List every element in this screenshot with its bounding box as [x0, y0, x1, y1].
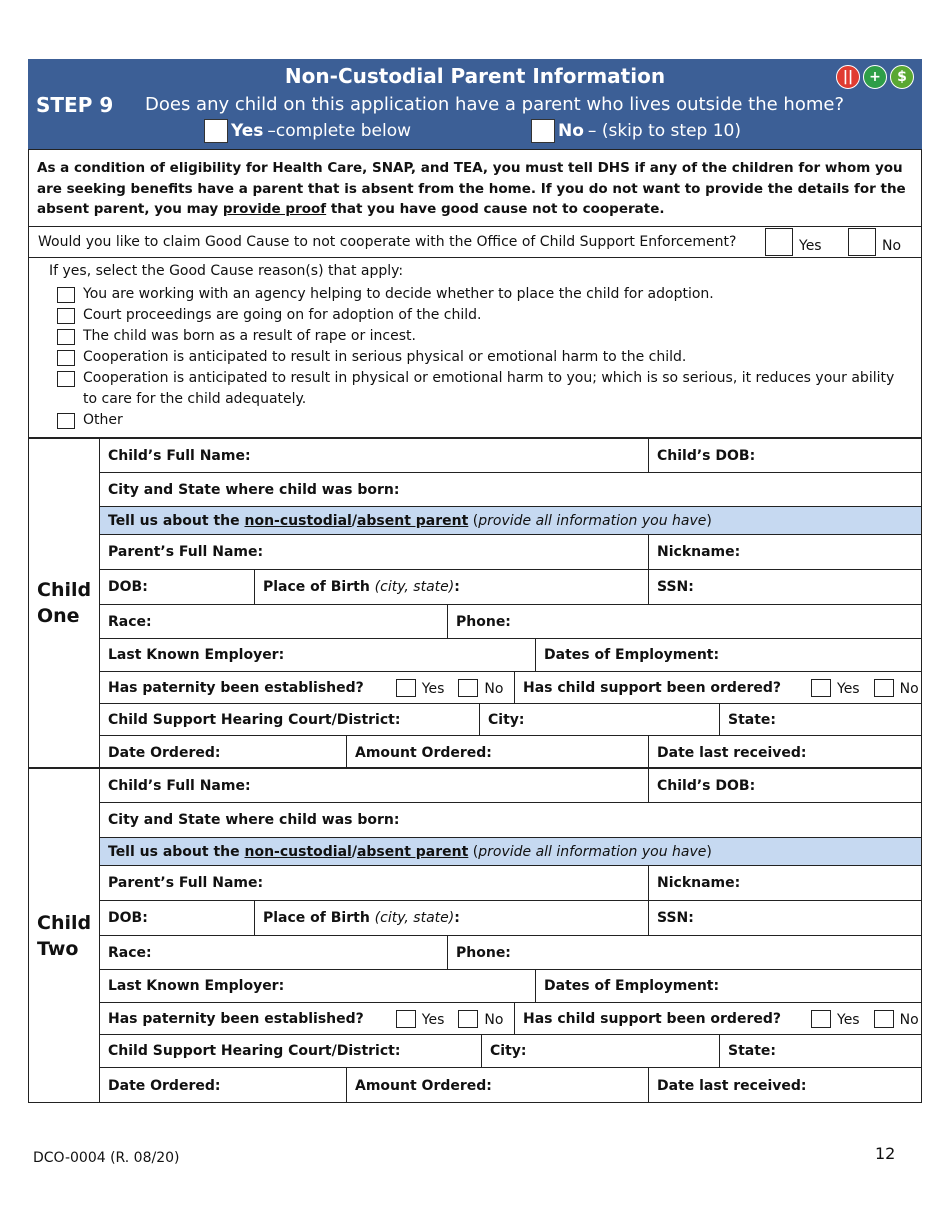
form-row: [100, 736, 921, 769]
notice-text-end: that you have good cause not to cooperate.: [326, 201, 665, 217]
ssn-field[interactable]: [648, 570, 921, 604]
field-label: Dates of Employment:: [544, 647, 720, 663]
support-no[interactable]: [874, 1010, 919, 1028]
parent-dob-field[interactable]: [100, 901, 254, 935]
field-label: Parent’s Full Name:: [108, 875, 264, 891]
date-ordered-field[interactable]: [100, 736, 346, 769]
field-label: Amount Ordered:: [355, 1077, 492, 1094]
phone-field[interactable]: [447, 936, 921, 969]
date-last-received-field[interactable]: [648, 736, 921, 769]
nickname-field[interactable]: [648, 535, 921, 569]
reason-label: Cooperation is anticipated to result in physical or emotional harm to you; which is so serious, it reduces your ability to care for the child adequately.: [83, 370, 895, 407]
dates-employment-field[interactable]: [535, 970, 921, 1002]
field-label: Race:: [108, 944, 152, 961]
support-ordered-question: [514, 672, 921, 703]
court-state-field[interactable]: [719, 704, 921, 735]
support-yes-checkbox[interactable]: [811, 1010, 831, 1028]
date-ordered-field[interactable]: [100, 1068, 346, 1103]
support-yes-checkbox[interactable]: [811, 679, 831, 697]
heading-slash: /: [351, 512, 357, 529]
support-no-checkbox[interactable]: [874, 1010, 894, 1028]
child-two-label: [29, 769, 100, 1102]
form-row: [100, 473, 921, 507]
child-label-line1: Child: [37, 579, 92, 601]
heading-paren-close: ): [706, 512, 712, 529]
reason-item[interactable]: [57, 305, 482, 326]
good-cause-no-label: No: [882, 238, 902, 254]
nickname-field[interactable]: [648, 866, 921, 900]
reason-checkbox[interactable]: [57, 287, 75, 303]
field-label: Date last received:: [657, 744, 807, 761]
field-label: Nickname:: [657, 544, 741, 560]
court-state-field[interactable]: [719, 1035, 921, 1067]
place-of-birth-field[interactable]: [254, 570, 648, 604]
parents-full-name-field[interactable]: [100, 866, 648, 900]
child-label-line2: One: [37, 605, 80, 627]
field-label: Has child support been ordered?: [523, 679, 781, 696]
field-label: SSN:: [657, 910, 694, 926]
good-cause-question: Would you like to claim Good Cause to not cooperate with the Office of Child Support Enforcement?: [38, 234, 737, 250]
tea-icon: $: [890, 65, 914, 89]
form-row: [100, 570, 921, 605]
childs-dob-field[interactable]: [648, 769, 921, 802]
paternity-no-checkbox[interactable]: [458, 679, 478, 697]
child-label-line2: Two: [37, 937, 79, 960]
heading-hint: provide all information you have: [478, 843, 707, 860]
dates-employment-field[interactable]: [535, 639, 921, 671]
notice-text: As a condition of eligibility for Health Care, SNAP, and TEA, you must tell DHS if any of the children for whom you are seeking benefits have a parent that is absent from the home. If you do not want to provide the details for the absent parent, you may: [37, 160, 906, 217]
heading-absent-parent: absent parent: [356, 512, 469, 529]
field-label: Nickname:: [657, 875, 741, 891]
form-row: [100, 639, 921, 672]
good-cause-no[interactable]: [848, 228, 901, 256]
program-icons: [833, 65, 914, 89]
no-checkbox[interactable]: [531, 119, 555, 143]
race-field[interactable]: [100, 605, 447, 638]
heading-paren: (: [468, 512, 479, 529]
field-label: DOB:: [108, 579, 148, 595]
no-label: No: [484, 1011, 504, 1028]
field-label: Amount Ordered:: [355, 744, 492, 761]
field-label: Last Known Employer:: [108, 647, 285, 663]
step-header: [28, 59, 922, 149]
good-cause-yes-label: Yes: [799, 238, 822, 254]
form-row: [100, 439, 921, 473]
field-label: Parent’s Full Name:: [108, 544, 264, 560]
no-text: – (skip to step 10): [587, 121, 741, 141]
reason-item[interactable]: [57, 326, 416, 347]
amount-ordered-field[interactable]: [346, 1068, 648, 1103]
paternity-yes-checkbox[interactable]: [396, 679, 416, 697]
heading-paren: (: [468, 843, 479, 860]
yes-label: Yes: [421, 680, 445, 697]
heading-prefix: Tell us about the: [108, 843, 245, 860]
yes-checkbox[interactable]: [204, 119, 228, 143]
field-label: Phone:: [456, 944, 511, 961]
form-row: [100, 1003, 921, 1035]
child-one-section: [28, 437, 922, 768]
field-label: Child Support Hearing Court/District:: [108, 711, 401, 728]
step-question: Does any child on this application have a parent who lives outside the home?: [145, 94, 845, 115]
paternity-no-checkbox[interactable]: [458, 1010, 478, 1028]
reason-label: Cooperation is anticipated to result in serious physical or emotional harm to the child.: [83, 349, 687, 365]
absent-parent-heading-text: [100, 507, 921, 534]
field-label: Date last received:: [657, 1077, 807, 1094]
reason-item[interactable]: [57, 368, 907, 410]
reasons-intro: If yes, select the Good Cause reason(s) that apply:: [49, 263, 404, 279]
absent-parent-heading: [100, 838, 921, 866]
field-label: Phone:: [456, 613, 511, 630]
reason-checkbox[interactable]: [57, 329, 75, 345]
field-label: Has paternity been established?: [108, 1010, 364, 1027]
yes-text: –complete below: [267, 121, 411, 141]
good-cause-reasons: [28, 257, 922, 439]
field-hint: (city, state): [374, 579, 455, 595]
parent-dob-field[interactable]: [100, 570, 254, 604]
reason-label: The child was born as a result of rape or incest.: [83, 328, 416, 344]
child-label-line1: Child: [37, 911, 92, 934]
field-label: Has child support been ordered?: [523, 1010, 781, 1027]
health-care-icon: +: [863, 65, 887, 89]
field-colon: :: [454, 579, 460, 595]
field-label: Child’s Full Name:: [108, 777, 251, 794]
reason-checkbox[interactable]: [57, 413, 75, 429]
form-number: DCO-0004 (R. 08/20): [33, 1150, 180, 1166]
support-ordered-question: [514, 1003, 921, 1034]
reason-label: Other: [83, 412, 123, 428]
reason-item[interactable]: [57, 410, 123, 431]
form-row: [100, 803, 921, 838]
form-row: [100, 535, 921, 570]
field-label: Last Known Employer:: [108, 978, 285, 994]
no-label: No: [558, 121, 584, 141]
field-label: City:: [490, 1043, 527, 1059]
heading-non-custodial: non-custodial: [244, 843, 352, 860]
absent-parent-heading: [100, 507, 921, 535]
support-yes[interactable]: [811, 1010, 860, 1028]
paternity-question: [100, 672, 514, 703]
yes-label: Yes: [231, 121, 264, 141]
city-state-born-field[interactable]: [100, 803, 921, 837]
heading-paren-close: ): [706, 843, 712, 860]
good-cause-yes[interactable]: [765, 228, 822, 256]
field-label: Place of Birth: [263, 910, 375, 926]
reason-label: You are working with an agency helping to decide whether to place the child for adoption.: [83, 286, 714, 302]
form-row: [100, 936, 921, 970]
heading-hint: provide all information you have: [478, 512, 707, 529]
yes-option[interactable]: [204, 119, 411, 143]
field-label: Dates of Employment:: [544, 978, 720, 994]
page-number: 12: [875, 1144, 896, 1163]
field-label: City and State where child was born:: [108, 812, 400, 828]
child-two-section: [28, 767, 922, 1103]
yes-label: Yes: [421, 1011, 445, 1028]
form-row: [100, 1068, 921, 1103]
race-field[interactable]: [100, 936, 447, 969]
section-title: Non-Custodial Parent Information: [284, 64, 666, 88]
reason-label: Court proceedings are going on for adoption of the child.: [83, 307, 482, 323]
good-cause-no-checkbox[interactable]: [848, 228, 876, 256]
paternity-no[interactable]: [458, 679, 503, 697]
childs-full-name-field[interactable]: [100, 439, 648, 472]
field-label: State:: [728, 711, 777, 728]
field-label: Place of Birth: [263, 579, 375, 595]
snap-icon: ||: [836, 65, 860, 89]
field-label: Date Ordered:: [108, 1077, 221, 1094]
form-row: [100, 866, 921, 901]
child-one-label: [29, 439, 100, 767]
form-row: [100, 605, 921, 639]
amount-ordered-field[interactable]: [346, 736, 648, 769]
heading-non-custodial: non-custodial: [244, 512, 352, 529]
reason-checkbox[interactable]: [57, 350, 75, 366]
heading-slash: /: [351, 843, 357, 860]
step-label: STEP 9: [36, 93, 114, 117]
field-label: Race:: [108, 613, 152, 630]
paternity-yes[interactable]: [396, 679, 445, 697]
field-hint: (city, state): [374, 910, 455, 926]
ssn-field[interactable]: [648, 901, 921, 935]
parents-full-name-field[interactable]: [100, 535, 648, 569]
field-colon: :: [454, 910, 460, 926]
field-label: DOB:: [108, 910, 148, 926]
field-label: City and State where child was born:: [108, 481, 400, 498]
reason-checkbox[interactable]: [57, 371, 75, 387]
provide-proof-link: provide proof: [222, 201, 327, 217]
yes-label: Yes: [837, 680, 860, 697]
form-row: [100, 970, 921, 1003]
court-city-field[interactable]: [479, 704, 719, 735]
reason-item[interactable]: [57, 347, 686, 368]
form-row: [100, 704, 921, 736]
field-label: Date Ordered:: [108, 744, 221, 761]
date-last-received-field[interactable]: [648, 1068, 921, 1103]
support-yes[interactable]: [811, 679, 860, 697]
field-label: State:: [728, 1043, 777, 1059]
childs-full-name-field[interactable]: [100, 769, 648, 802]
last-employer-field[interactable]: [100, 970, 535, 1002]
field-label: City:: [488, 711, 525, 728]
heading-absent-parent: absent parent: [356, 843, 469, 860]
absent-parent-heading-text: [100, 838, 921, 865]
field-label: Has paternity been established?: [108, 679, 364, 696]
field-label: Child Support Hearing Court/District:: [108, 1043, 401, 1059]
paternity-question: [100, 1003, 514, 1034]
childs-dob-field[interactable]: [648, 439, 921, 472]
good-cause-question-row: [28, 226, 922, 258]
form-row: [100, 901, 921, 936]
paternity-yes-checkbox[interactable]: [396, 1010, 416, 1028]
last-employer-field[interactable]: [100, 639, 535, 671]
paternity-yes[interactable]: [396, 1010, 445, 1028]
field-label: Child’s DOB:: [657, 447, 756, 464]
form-row: [100, 672, 921, 704]
phone-field[interactable]: [447, 605, 921, 638]
heading-prefix: Tell us about the: [108, 512, 245, 529]
hearing-court-field[interactable]: [100, 704, 479, 735]
field-label: SSN:: [657, 579, 694, 595]
form-row: [100, 769, 921, 803]
court-city-field[interactable]: [481, 1035, 719, 1067]
reason-checkbox[interactable]: [57, 308, 75, 324]
form-row: [100, 1035, 921, 1068]
city-state-born-field[interactable]: [100, 473, 921, 506]
hearing-court-field[interactable]: [100, 1035, 481, 1067]
support-no-checkbox[interactable]: [874, 679, 894, 697]
place-of-birth-field[interactable]: [254, 901, 648, 935]
support-no[interactable]: [874, 679, 919, 697]
good-cause-yes-checkbox[interactable]: [765, 228, 793, 256]
yes-label: Yes: [837, 1011, 860, 1028]
field-label: Child’s Full Name:: [108, 447, 251, 464]
eligibility-notice: [28, 149, 922, 227]
reason-item[interactable]: [57, 284, 714, 305]
no-option[interactable]: [531, 119, 741, 143]
paternity-no[interactable]: [458, 1010, 503, 1028]
field-label: Child’s DOB:: [657, 777, 756, 794]
no-label: No: [899, 1011, 919, 1028]
no-label: No: [484, 680, 504, 697]
no-label: No: [899, 680, 919, 697]
